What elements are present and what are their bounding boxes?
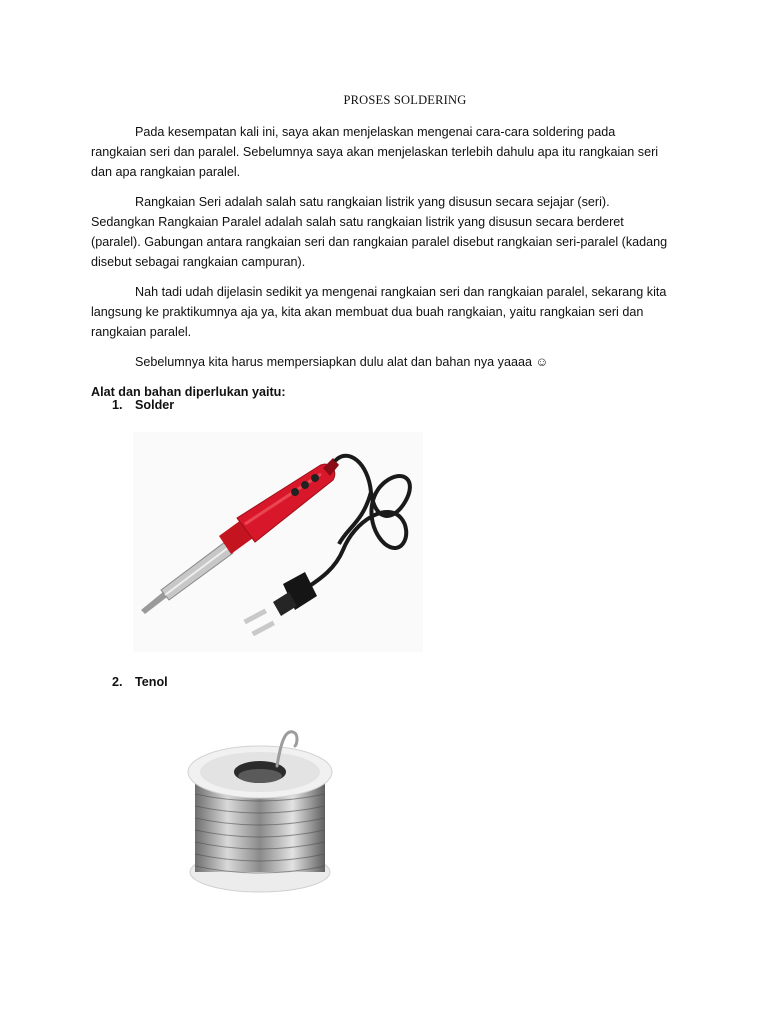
materials-heading: Alat dan bahan diperlukan yaitu: [91,385,286,399]
list-item-solder [91,398,174,412]
tenol-image [185,722,335,897]
list-item-tenol [91,675,168,689]
paragraph-intro: Pada kesempatan kali ini, saya akan menjelaskan mengenai cara-cara soldering pada rangkaian seri dan paralel. Sebelumnya saya akan menjelaskan terlebih dahulu apa itu rangkaian seri dan apa rangkaian paralel. [91,125,659,179]
document-body [91,122,669,412]
paragraph-preparation: Sebelumnya kita harus mempersiapkan dulu alat dan bahan nya yaaaa ☺ [135,355,549,369]
document-title: PROSES SOLDERING [343,93,467,107]
solder-image [133,432,423,652]
soldering-iron-icon [133,432,423,652]
list-number: 1. [112,398,123,412]
list-label: Solder [135,398,175,412]
solder-wire-spool-icon [185,722,335,897]
list-label: Tenol [135,675,168,689]
paragraph-definition: Rangkaian Seri adalah salah satu rangkaian listrik yang disusun secara sejajar (seri). Sedangkan Rangkaian Paralel adalah salah satu rangkaian listrik yang disusun secara berderet (paralel). Gabungan antara rangkaian seri dan rangkaian paralel disebut rangkaian seri-paralel (kadang disebut sebagai rangkaian campuran). [91,195,668,269]
paragraph-transition: Nah tadi udah dijelasin sedikit ya mengenai rangkaian seri dan rangkaian paralel, sekarang kita langsung ke praktikumnya aja ya, kita akan membuat dua buah rangkaian, yaitu rangkaian seri dan rangkaian paralel. [91,285,667,339]
list-number: 2. [112,675,123,689]
